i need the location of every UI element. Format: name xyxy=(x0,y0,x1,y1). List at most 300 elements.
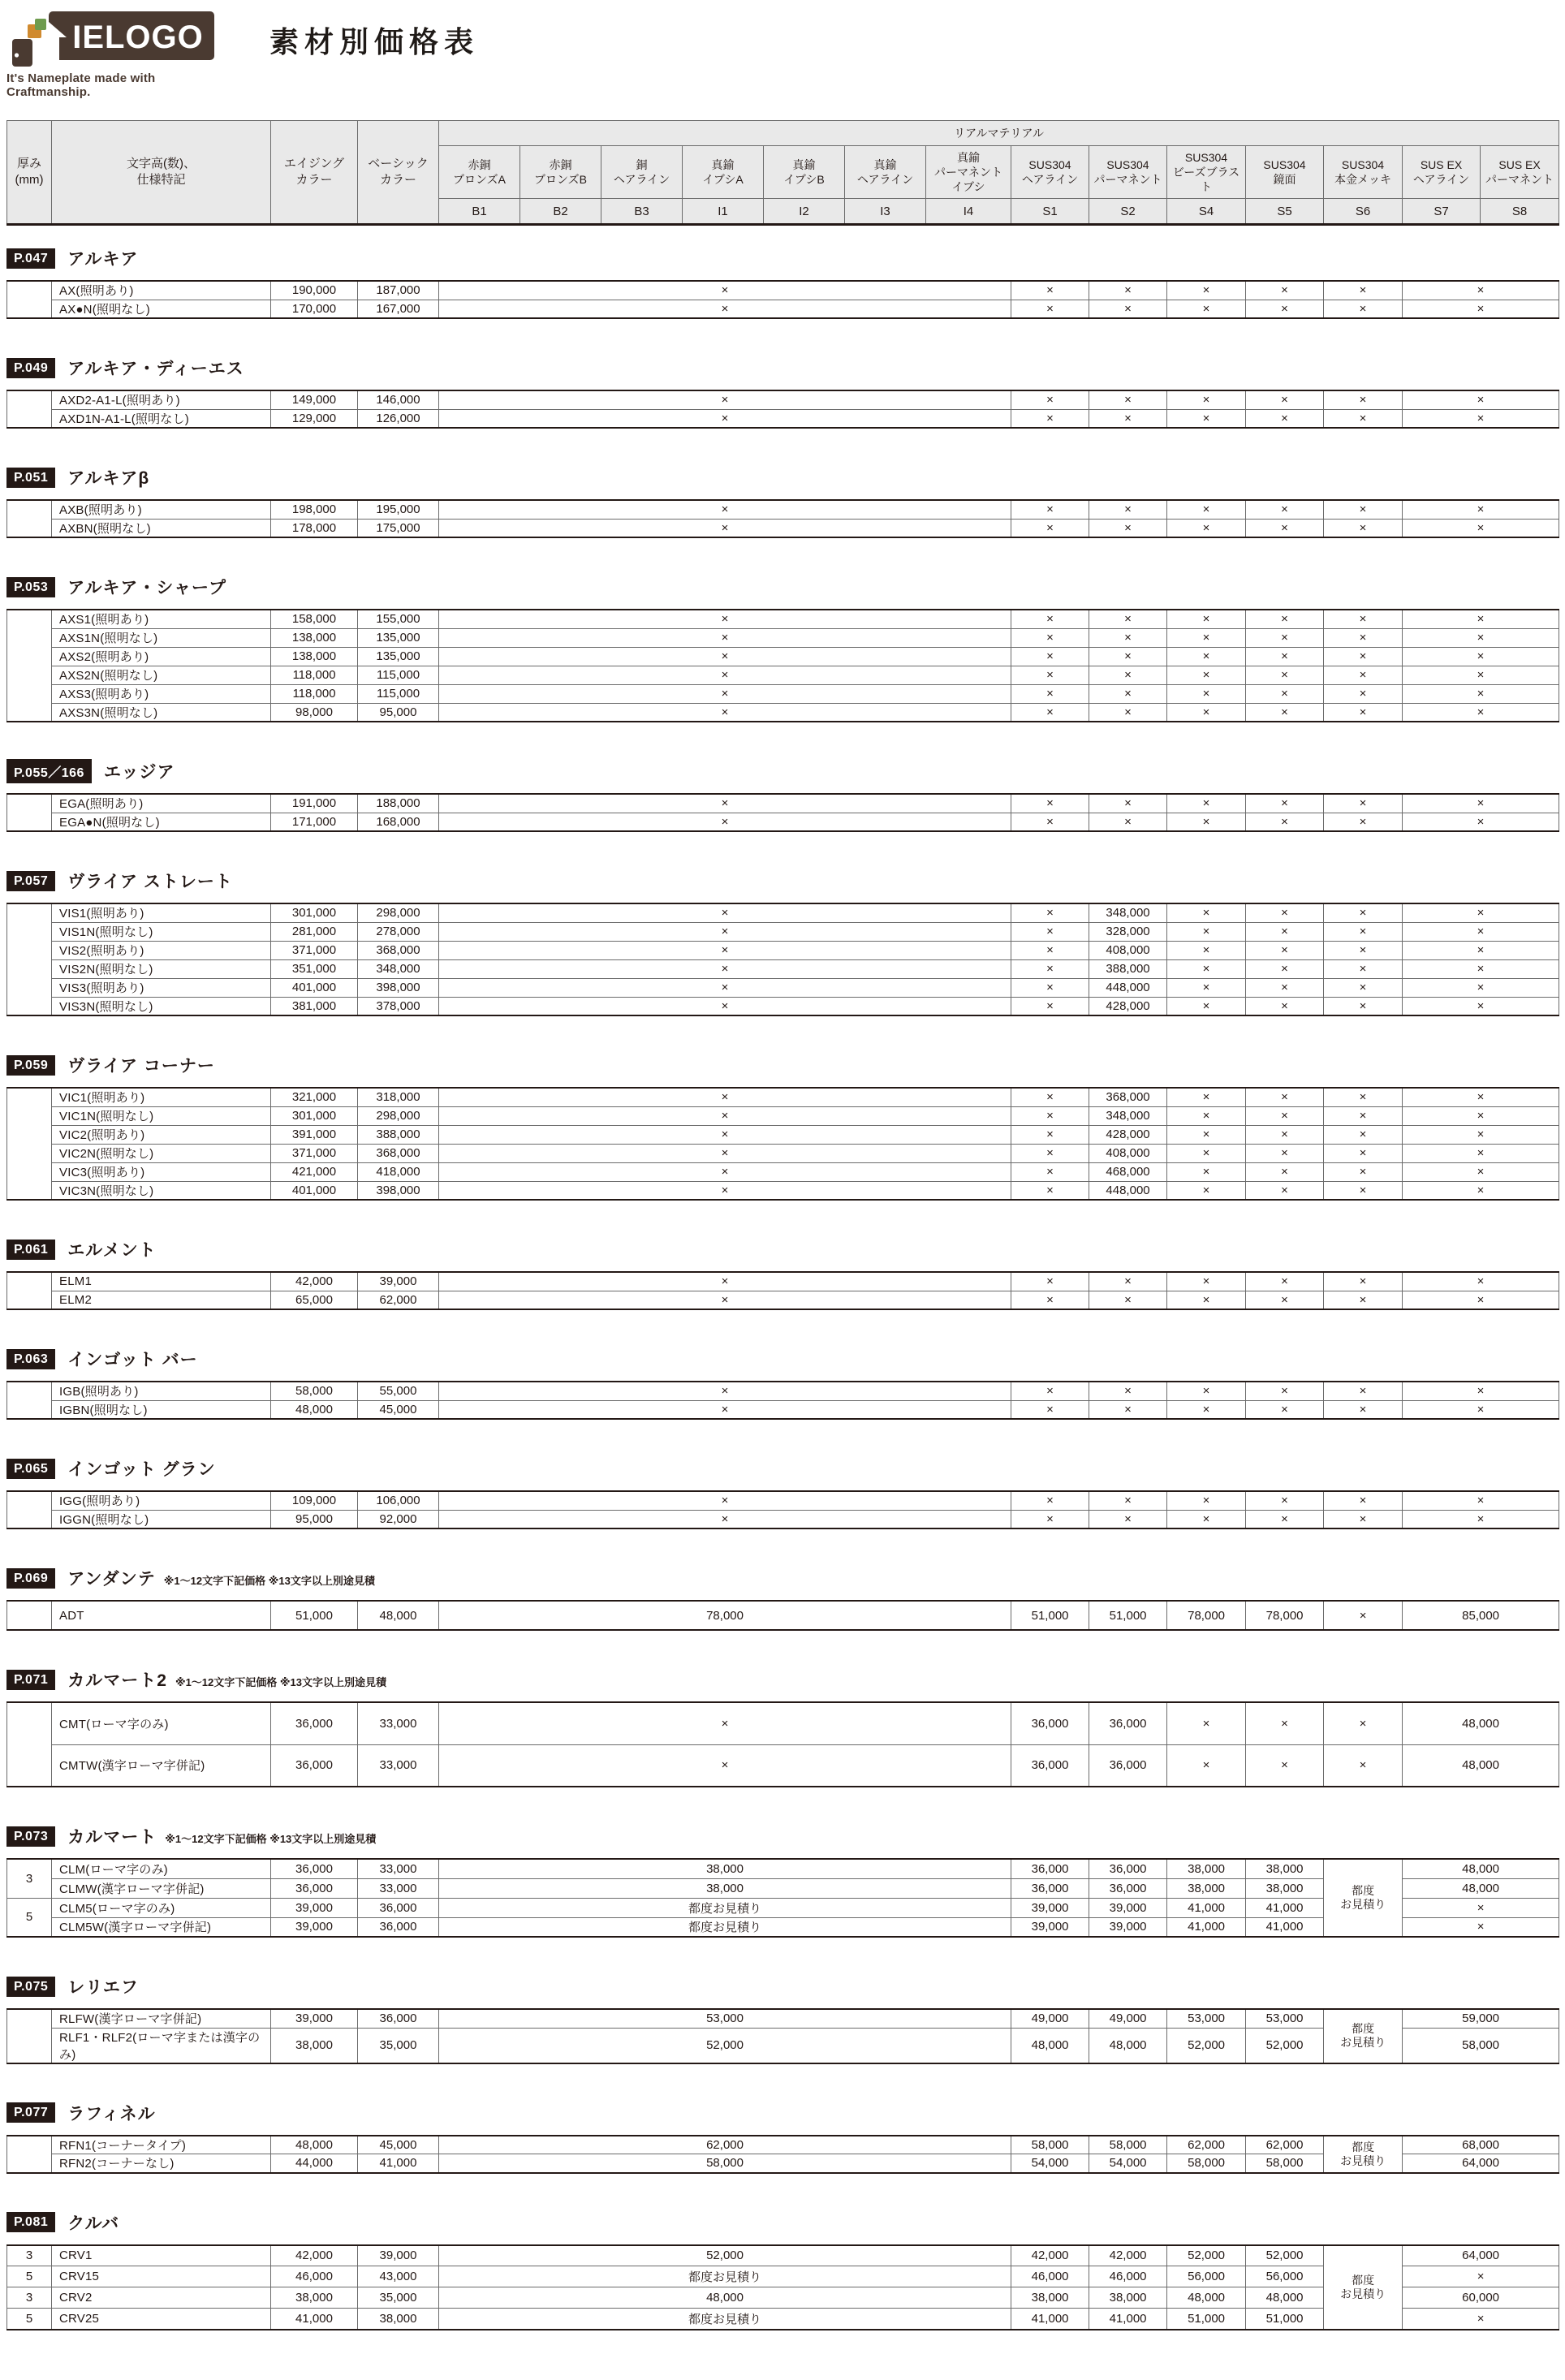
s7-s8-cell: 64,000 xyxy=(1403,2245,1559,2266)
s2-cell: 36,000 xyxy=(1089,1744,1167,1787)
product-code-cell: VIS3N(照明なし) xyxy=(52,997,271,1015)
s4-cell: 56,000 xyxy=(1167,2266,1246,2287)
s6-cell: × xyxy=(1324,1106,1403,1125)
page-tag: P.071 xyxy=(6,1670,55,1690)
table-row xyxy=(7,1491,1559,1510)
aging-price-cell: 381,000 xyxy=(271,997,358,1015)
s2-cell: 328,000 xyxy=(1089,922,1167,941)
page-tag: P.061 xyxy=(6,1240,55,1260)
section-075 xyxy=(6,1975,1559,2064)
real-material-cell: × xyxy=(439,1510,1011,1528)
material-code-i4: I4 xyxy=(926,199,1011,225)
s7-s8-cell: × xyxy=(1403,519,1559,537)
section-header xyxy=(6,1238,1559,1261)
basic-price-cell: 92,000 xyxy=(358,1510,439,1528)
aging-price-cell: 46,000 xyxy=(271,2266,358,2287)
s6-cell: × xyxy=(1324,941,1403,959)
price-table xyxy=(6,1701,1559,1787)
product-code-cell: EGA●N(照明なし) xyxy=(52,813,271,831)
s4-cell: 51,000 xyxy=(1167,2309,1246,2330)
s2-cell: × xyxy=(1089,1382,1167,1400)
product-code-cell: IGBN(照明なし) xyxy=(52,1400,271,1419)
s4-cell: × xyxy=(1167,1400,1246,1419)
basic-price-cell: 368,000 xyxy=(358,1144,439,1162)
s5-cell: × xyxy=(1246,1291,1324,1309)
price-table xyxy=(6,1600,1559,1631)
s2-cell: 348,000 xyxy=(1089,903,1167,922)
table-row xyxy=(7,1510,1559,1528)
material-header-i2: 真鍮 イブシB xyxy=(764,146,845,199)
real-material-cell: × xyxy=(439,1400,1011,1419)
s4-cell: × xyxy=(1167,300,1246,318)
s2-cell: × xyxy=(1089,703,1167,722)
s7-s8-cell: × xyxy=(1403,959,1559,978)
real-material-cell: × xyxy=(439,1382,1011,1400)
material-header-s5: SUS304 鏡面 xyxy=(1246,146,1324,199)
s5-cell: × xyxy=(1246,997,1324,1015)
aging-price-cell: 158,000 xyxy=(271,610,358,628)
page-header xyxy=(6,8,1559,99)
product-code-cell: CLM5(ローマ字のみ) xyxy=(52,1898,271,1917)
s5-cell: × xyxy=(1246,666,1324,684)
s1-cell: 36,000 xyxy=(1011,1702,1089,1744)
real-material-cell: 52,000 xyxy=(439,2245,1011,2266)
section-header xyxy=(6,247,1559,269)
s5-cell: × xyxy=(1246,1382,1324,1400)
s1-cell: × xyxy=(1011,794,1089,813)
s7-s8-cell: 64,000 xyxy=(1403,2154,1559,2173)
section-069 xyxy=(6,1567,1559,1631)
s1-cell: 54,000 xyxy=(1011,2154,1089,2173)
product-code-cell: RFN1(コーナータイプ) xyxy=(52,2136,271,2154)
table-row xyxy=(7,1400,1559,1419)
s6-cell: × xyxy=(1324,300,1403,318)
section-title: エルメント xyxy=(67,1241,157,1260)
basic-price-cell: 188,000 xyxy=(358,794,439,813)
s2-cell: 38,000 xyxy=(1089,2287,1167,2309)
material-code-s6: S6 xyxy=(1324,199,1403,225)
section-071 xyxy=(6,1668,1559,1787)
s7-s8-cell: × xyxy=(1403,978,1559,997)
aging-price-cell: 38,000 xyxy=(271,2028,358,2063)
real-material-cell: 都度お見積り xyxy=(439,1898,1011,1917)
s2-cell: × xyxy=(1089,300,1167,318)
s2-cell: × xyxy=(1089,1291,1167,1309)
section-title: アンダンテ xyxy=(67,1570,156,1589)
basic-price-cell: 398,000 xyxy=(358,1181,439,1200)
s4-cell: 38,000 xyxy=(1167,1878,1246,1898)
s6-cell: × xyxy=(1324,1702,1403,1744)
product-code-cell: VIC3(照明あり) xyxy=(52,1162,271,1181)
s7-s8-cell: × xyxy=(1403,1106,1559,1125)
s4-cell: 41,000 xyxy=(1167,1917,1246,1937)
page-tag: P.059 xyxy=(6,1055,55,1076)
s6-cell: × xyxy=(1324,628,1403,647)
table-row xyxy=(7,1859,1559,1878)
s1-cell: × xyxy=(1011,1400,1089,1419)
material-code-b2: B2 xyxy=(520,199,601,225)
section-header xyxy=(6,869,1559,892)
basic-price-cell: 388,000 xyxy=(358,1125,439,1144)
table-row xyxy=(7,628,1559,647)
aging-price-cell: 198,000 xyxy=(271,500,358,519)
aging-price-cell: 36,000 xyxy=(271,1702,358,1744)
real-material-cell: × xyxy=(439,959,1011,978)
s2-cell: 36,000 xyxy=(1089,1878,1167,1898)
s1-cell: × xyxy=(1011,922,1089,941)
real-material-cell: × xyxy=(439,409,1011,428)
section-header xyxy=(6,1347,1559,1370)
s5-cell: × xyxy=(1246,1162,1324,1181)
s2-cell: 408,000 xyxy=(1089,941,1167,959)
s1-cell: × xyxy=(1011,684,1089,703)
table-row xyxy=(7,409,1559,428)
s5-cell: × xyxy=(1246,519,1324,537)
s4-cell: × xyxy=(1167,519,1246,537)
product-code-cell: CRV25 xyxy=(52,2309,271,2330)
s5-cell: × xyxy=(1246,409,1324,428)
s6-cell: × xyxy=(1324,500,1403,519)
s2-cell: 48,000 xyxy=(1089,2028,1167,2063)
product-code-cell: VIC1N(照明なし) xyxy=(52,1106,271,1125)
s2-cell: 448,000 xyxy=(1089,978,1167,997)
thickness-cell xyxy=(7,2009,52,2063)
s1-cell: 36,000 xyxy=(1011,1878,1089,1898)
s2-cell: × xyxy=(1089,794,1167,813)
s7-s8-cell: × xyxy=(1403,390,1559,409)
s2-cell: × xyxy=(1089,813,1167,831)
table-row xyxy=(7,500,1559,519)
s7-s8-cell: × xyxy=(1403,2309,1559,2330)
section-051 xyxy=(6,466,1559,538)
s7-s8-cell: × xyxy=(1403,610,1559,628)
s6-cell: × xyxy=(1324,409,1403,428)
aging-price-cell: 41,000 xyxy=(271,2309,358,2330)
s2-cell: 46,000 xyxy=(1089,2266,1167,2287)
s7-s8-cell: × xyxy=(1403,997,1559,1015)
basic-price-cell: 35,000 xyxy=(358,2287,439,2309)
real-material-cell: 都度お見積り xyxy=(439,1917,1011,1937)
table-row xyxy=(7,1181,1559,1200)
s6-cell: × xyxy=(1324,1601,1403,1630)
s4-cell: × xyxy=(1167,997,1246,1015)
basic-price-cell: 41,000 xyxy=(358,2154,439,2173)
section-header xyxy=(6,1567,1559,1589)
aging-price-cell: 95,000 xyxy=(271,1510,358,1528)
s7-s8-cell: × xyxy=(1403,666,1559,684)
s1-cell: × xyxy=(1011,666,1089,684)
product-code-cell: VIC2N(照明なし) xyxy=(52,1144,271,1162)
page-tag: P.057 xyxy=(6,871,55,891)
aging-price-cell: 51,000 xyxy=(271,1601,358,1630)
s2-cell: × xyxy=(1089,409,1167,428)
product-code-cell: VIS3(照明あり) xyxy=(52,978,271,997)
s7-s8-cell: × xyxy=(1403,647,1559,666)
real-material-cell: × xyxy=(439,1144,1011,1162)
section-title: インゴット グラン xyxy=(67,1460,216,1479)
product-code-cell: RLF1・RLF2(ローマ字または漢字のみ) xyxy=(52,2028,271,2063)
s1-cell: × xyxy=(1011,1162,1089,1181)
table-row xyxy=(7,997,1559,1015)
aging-price-cell: 371,000 xyxy=(271,941,358,959)
s4-cell: × xyxy=(1167,628,1246,647)
s4-cell: × xyxy=(1167,684,1246,703)
table-row xyxy=(7,519,1559,537)
section-057 xyxy=(6,869,1559,1016)
basic-price-cell: 115,000 xyxy=(358,684,439,703)
real-material-cell: 38,000 xyxy=(439,1878,1011,1898)
s6-cell: × xyxy=(1324,1510,1403,1528)
basic-price-cell: 33,000 xyxy=(358,1878,439,1898)
s7-s8-cell: × xyxy=(1403,684,1559,703)
s4-cell: × xyxy=(1167,1181,1246,1200)
section-note: ※1〜12文字下記価格 ※13文字以上別途見積 xyxy=(165,1832,377,1845)
product-code-cell: ELM2 xyxy=(52,1291,271,1309)
price-table xyxy=(6,609,1559,722)
s5-cell: × xyxy=(1246,1400,1324,1419)
table-row xyxy=(7,978,1559,997)
aging-price-cell: 118,000 xyxy=(271,684,358,703)
product-code-cell: AXD1N-A1-L(照明なし) xyxy=(52,409,271,428)
s5-cell: 78,000 xyxy=(1246,1601,1324,1630)
s6-cell: × xyxy=(1324,1088,1403,1106)
basic-price-cell: 146,000 xyxy=(358,390,439,409)
s4-cell: × xyxy=(1167,922,1246,941)
section-title: アルキア・ディーエス xyxy=(67,360,244,378)
aging-price-cell: 401,000 xyxy=(271,978,358,997)
thickness-cell xyxy=(7,1382,52,1419)
material-header-b1: 赤銅 ブロンズA xyxy=(439,146,520,199)
basic-price-cell: 35,000 xyxy=(358,2028,439,2063)
s7-s8-cell: × xyxy=(1403,1400,1559,1419)
aging-price-cell: 301,000 xyxy=(271,1106,358,1125)
real-material-cell: 48,000 xyxy=(439,2287,1011,2309)
s1-cell: × xyxy=(1011,647,1089,666)
material-header-b2: 赤銅 ブロンズB xyxy=(520,146,601,199)
basic-price-cell: 33,000 xyxy=(358,1859,439,1878)
s6-cell: 都度 お見積り xyxy=(1324,1859,1403,1937)
real-material-cell: 都度お見積り xyxy=(439,2266,1011,2287)
price-table xyxy=(6,903,1559,1016)
real-material-cell: × xyxy=(439,390,1011,409)
real-material-cell: × xyxy=(439,500,1011,519)
product-code-cell: IGGN(照明なし) xyxy=(52,1510,271,1528)
group-header-real-material: リアルマテリアル xyxy=(439,121,1559,146)
aging-price-cell: 371,000 xyxy=(271,1144,358,1162)
product-code-cell: ADT xyxy=(52,1601,271,1630)
s1-cell: 41,000 xyxy=(1011,2309,1089,2330)
thickness-cell xyxy=(7,1491,52,1528)
product-code-cell: VIS1(照明あり) xyxy=(52,903,271,922)
s4-cell: × xyxy=(1167,1162,1246,1181)
product-code-cell: VIC1(照明あり) xyxy=(52,1088,271,1106)
table-row xyxy=(7,1125,1559,1144)
thickness-cell xyxy=(7,1272,52,1309)
real-material-cell: × xyxy=(439,703,1011,722)
s4-cell: × xyxy=(1167,1382,1246,1400)
price-table xyxy=(6,499,1559,538)
basic-price-cell: 39,000 xyxy=(358,1272,439,1291)
product-code-cell: IGB(照明あり) xyxy=(52,1382,271,1400)
aging-price-cell: 191,000 xyxy=(271,794,358,813)
s7-s8-cell: × xyxy=(1403,1181,1559,1200)
s6-cell: × xyxy=(1324,281,1403,300)
product-code-cell: VIC2(照明あり) xyxy=(52,1125,271,1144)
s2-cell: × xyxy=(1089,390,1167,409)
s5-cell: × xyxy=(1246,1181,1324,1200)
s7-s8-cell: × xyxy=(1403,813,1559,831)
s1-cell: × xyxy=(1011,941,1089,959)
thickness-cell: 3 xyxy=(7,1859,52,1898)
s6-cell: × xyxy=(1324,1400,1403,1419)
s7-s8-cell: × xyxy=(1403,1162,1559,1181)
s1-cell: × xyxy=(1011,1125,1089,1144)
s1-cell: 58,000 xyxy=(1011,2136,1089,2154)
s7-s8-cell: 48,000 xyxy=(1403,1702,1559,1744)
product-code-cell: CLM(ローマ字のみ) xyxy=(52,1859,271,1878)
s6-cell: × xyxy=(1324,703,1403,722)
real-material-cell: 52,000 xyxy=(439,2028,1011,2063)
s2-cell: × xyxy=(1089,628,1167,647)
s4-cell: 53,000 xyxy=(1167,2009,1246,2028)
aging-price-cell: 42,000 xyxy=(271,2245,358,2266)
section-title: ラフィネル xyxy=(67,2104,156,2123)
s6-cell: × xyxy=(1324,997,1403,1015)
product-code-cell: AXS1N(照明なし) xyxy=(52,628,271,647)
section-header xyxy=(6,2102,1559,2124)
thickness-cell xyxy=(7,500,52,537)
s5-cell: 52,000 xyxy=(1246,2245,1324,2266)
s4-cell: × xyxy=(1167,281,1246,300)
s7-s8-cell: 85,000 xyxy=(1403,1601,1559,1630)
thickness-cell xyxy=(7,1088,52,1200)
product-code-cell: IGG(照明あり) xyxy=(52,1491,271,1510)
s5-cell: × xyxy=(1246,500,1324,519)
product-code-cell: AXS2(照明あり) xyxy=(52,647,271,666)
brand-logo xyxy=(6,8,242,99)
real-material-cell: × xyxy=(439,941,1011,959)
section-061 xyxy=(6,1238,1559,1310)
s4-cell: × xyxy=(1167,390,1246,409)
s7-s8-cell: × xyxy=(1403,1291,1559,1309)
s4-cell: × xyxy=(1167,1291,1246,1309)
aging-price-cell: 391,000 xyxy=(271,1125,358,1144)
product-code-cell: AX(照明あり) xyxy=(52,281,271,300)
s7-s8-cell: 60,000 xyxy=(1403,2287,1559,2309)
material-code-s4: S4 xyxy=(1167,199,1246,225)
s5-cell: 56,000 xyxy=(1246,2266,1324,2287)
s6-cell: × xyxy=(1324,1144,1403,1162)
s5-cell: × xyxy=(1246,1510,1324,1528)
s1-cell: 39,000 xyxy=(1011,1898,1089,1917)
material-code-i2: I2 xyxy=(764,199,845,225)
basic-price-cell: 36,000 xyxy=(358,1898,439,1917)
real-material-cell: × xyxy=(439,1125,1011,1144)
s5-cell: 53,000 xyxy=(1246,2009,1324,2028)
s7-s8-cell: × xyxy=(1403,1088,1559,1106)
section-049 xyxy=(6,356,1559,429)
section-title: カルマート xyxy=(67,1828,157,1847)
table-row xyxy=(7,1744,1559,1787)
material-code-b1: B1 xyxy=(439,199,520,225)
material-header-s1: SUS304 ヘアライン xyxy=(1011,146,1089,199)
s2-cell: 36,000 xyxy=(1089,1859,1167,1878)
basic-price-cell: 378,000 xyxy=(358,997,439,1015)
basic-price-cell: 39,000 xyxy=(358,2245,439,2266)
basic-price-cell: 298,000 xyxy=(358,1106,439,1125)
price-table-header xyxy=(6,120,1559,226)
s5-cell: × xyxy=(1246,1125,1324,1144)
s6-cell: × xyxy=(1324,1125,1403,1144)
house-logo-icon xyxy=(6,8,216,68)
material-code-s5: S5 xyxy=(1246,199,1324,225)
s2-cell: 468,000 xyxy=(1089,1162,1167,1181)
material-header-i3: 真鍮 ヘアライン xyxy=(845,146,926,199)
real-material-cell: 53,000 xyxy=(439,2009,1011,2028)
aging-price-cell: 39,000 xyxy=(271,1898,358,1917)
s5-cell: 41,000 xyxy=(1246,1898,1324,1917)
page-tag: P.063 xyxy=(6,1349,55,1369)
table-row xyxy=(7,703,1559,722)
product-code-cell: AXS1(照明あり) xyxy=(52,610,271,628)
thickness-cell: 5 xyxy=(7,2309,52,2330)
aging-price-cell: 36,000 xyxy=(271,1878,358,1898)
s5-cell: × xyxy=(1246,1144,1324,1162)
s5-cell: × xyxy=(1246,703,1324,722)
real-material-cell: × xyxy=(439,610,1011,628)
product-code-cell: CRV2 xyxy=(52,2287,271,2309)
s4-cell: × xyxy=(1167,1144,1246,1162)
col-header-thickness: 厚み (mm) xyxy=(7,121,52,225)
table-row xyxy=(7,2245,1559,2266)
section-title: アルキア xyxy=(67,250,139,269)
s5-cell: 41,000 xyxy=(1246,1917,1324,1937)
page-tag: P.081 xyxy=(6,2212,55,2232)
thickness-cell: 3 xyxy=(7,2287,52,2309)
aging-price-cell: 98,000 xyxy=(271,703,358,722)
material-code-i3: I3 xyxy=(845,199,926,225)
section-title: カルマート2 xyxy=(67,1671,167,1690)
aging-price-cell: 129,000 xyxy=(271,409,358,428)
s2-cell: × xyxy=(1089,684,1167,703)
s6-cell: × xyxy=(1324,1491,1403,1510)
s7-s8-cell: 68,000 xyxy=(1403,2136,1559,2154)
aging-price-cell: 65,000 xyxy=(271,1291,358,1309)
product-code-cell: AXB(照明あり) xyxy=(52,500,271,519)
s7-s8-cell: × xyxy=(1403,1491,1559,1510)
s2-cell: × xyxy=(1089,1400,1167,1419)
section-title: アルキア・シャープ xyxy=(67,579,226,597)
s5-cell: × xyxy=(1246,610,1324,628)
brand-tagline: It's Nameplate made with Craftmanship. xyxy=(6,71,156,99)
section-header xyxy=(6,1457,1559,1480)
section-063 xyxy=(6,1347,1559,1420)
s7-s8-cell: × xyxy=(1403,409,1559,428)
table-row xyxy=(7,281,1559,300)
s1-cell: × xyxy=(1011,1144,1089,1162)
thickness-cell xyxy=(7,2136,52,2173)
basic-price-cell: 95,000 xyxy=(358,703,439,722)
s4-cell: × xyxy=(1167,1125,1246,1144)
real-material-cell: 都度お見積り xyxy=(439,2309,1011,2330)
s1-cell: × xyxy=(1011,997,1089,1015)
s7-s8-cell: 59,000 xyxy=(1403,2009,1559,2028)
s4-cell: × xyxy=(1167,1491,1246,1510)
s2-cell: 42,000 xyxy=(1089,2245,1167,2266)
basic-price-cell: 318,000 xyxy=(358,1088,439,1106)
price-table xyxy=(6,2244,1559,2330)
aging-price-cell: 321,000 xyxy=(271,1088,358,1106)
